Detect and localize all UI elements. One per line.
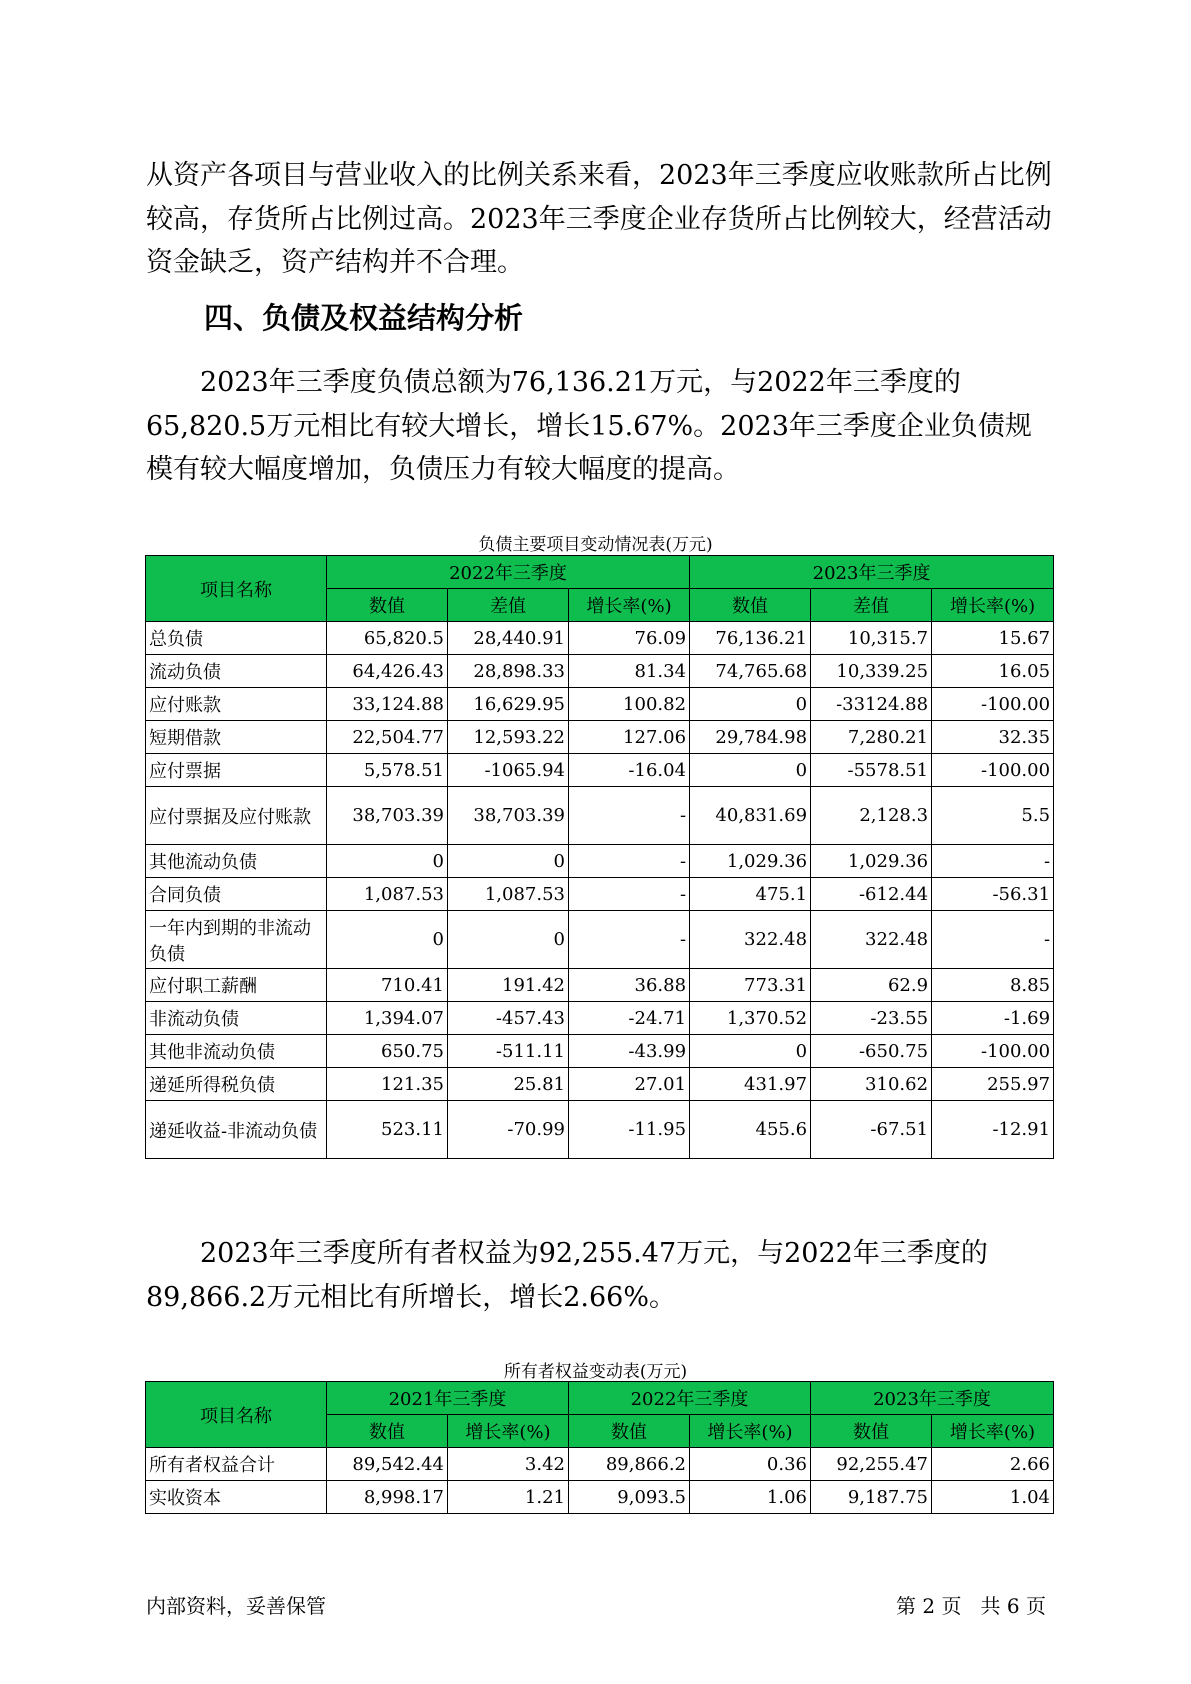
table-cell: 0.36 xyxy=(690,1448,811,1481)
table-row xyxy=(146,878,1054,911)
table-cell: -1.69 xyxy=(932,1002,1054,1035)
table-cell: 89,866.2 xyxy=(569,1448,690,1481)
table-cell: -11.95 xyxy=(569,1101,690,1159)
table-cell: 40,831.69 xyxy=(690,787,811,845)
table-cell: 1,394.07 xyxy=(327,1002,448,1035)
table-row xyxy=(146,911,1054,969)
table-cell: 74,765.68 xyxy=(690,655,811,688)
table-cell: 475.1 xyxy=(690,878,811,911)
table-cell: 89,542.44 xyxy=(327,1448,448,1481)
table-cell: 0 xyxy=(448,911,569,969)
table-cell: 455.6 xyxy=(690,1101,811,1159)
value-header: 数值 xyxy=(690,589,811,622)
table-cell: 523.11 xyxy=(327,1101,448,1159)
table-cell: 431.97 xyxy=(690,1068,811,1101)
table-cell: 10,339.25 xyxy=(811,655,932,688)
table-cell: 0 xyxy=(690,754,811,787)
table-cell: -23.55 xyxy=(811,1002,932,1035)
table-row xyxy=(146,721,1054,754)
footer-page-number: 第 2 页 共 6 页 xyxy=(896,1594,1046,1618)
rate-header: 增长率(%) xyxy=(569,589,690,622)
table-cell: 22,504.77 xyxy=(327,721,448,754)
table-cell: - xyxy=(932,911,1054,969)
table-cell: 16.05 xyxy=(932,655,1054,688)
table-cell: 0 xyxy=(327,845,448,878)
table-cell: 65,820.5 xyxy=(327,622,448,655)
table-cell: -650.75 xyxy=(811,1035,932,1068)
table-cell: 3.42 xyxy=(448,1448,569,1481)
table-cell: 1,087.53 xyxy=(327,878,448,911)
table-cell: 1.06 xyxy=(690,1481,811,1514)
equity-table-caption: 所有者权益变动表(万元) xyxy=(503,1362,688,1382)
table-cell: 1,087.53 xyxy=(448,878,569,911)
table-cell: - xyxy=(569,878,690,911)
row-item-name: 递延收益-非流动负债 xyxy=(146,1101,327,1159)
table-cell: - xyxy=(569,787,690,845)
row-item-name: 流动负债 xyxy=(146,655,327,688)
row-item-name: 其他非流动负债 xyxy=(146,1035,327,1068)
row-item-name: 总负债 xyxy=(146,622,327,655)
period-2022-header: 2022年三季度 xyxy=(569,1382,811,1415)
period-2023-header: 2023年三季度 xyxy=(690,556,1054,589)
rate-header: 增长率(%) xyxy=(448,1415,569,1448)
row-item-name: 一年内到期的非流动负债 xyxy=(146,911,327,969)
rate-header: 增长率(%) xyxy=(690,1415,811,1448)
liability-table-caption: 负债主要项目变动情况表(万元) xyxy=(478,535,713,555)
value-header: 数值 xyxy=(569,1415,690,1448)
table-cell: 38,703.39 xyxy=(448,787,569,845)
table-cell: 29,784.98 xyxy=(690,721,811,754)
table-cell: 5,578.51 xyxy=(327,754,448,787)
table-cell: 127.06 xyxy=(569,721,690,754)
table-cell: 76,136.21 xyxy=(690,622,811,655)
table-cell: 12,593.22 xyxy=(448,721,569,754)
table-cell: - xyxy=(569,845,690,878)
table-cell: - xyxy=(932,845,1054,878)
table-row xyxy=(146,655,1054,688)
period-2023-header: 2023年三季度 xyxy=(811,1382,1054,1415)
table-cell: 25.81 xyxy=(448,1068,569,1101)
row-item-name: 所有者权益合计 xyxy=(146,1448,327,1481)
table-cell: -457.43 xyxy=(448,1002,569,1035)
intro-paragraph: 从资产各项目与营业收入的比例关系来看，2023年三季度应收账款所占比例较高，存货所占比例过高。2023年三季度企业存货所占比例较大，经营活动资金缺乏，资产结构并不合理。 xyxy=(146,160,1052,278)
value-header: 数值 xyxy=(327,589,448,622)
table-row xyxy=(146,622,1054,655)
table-cell: 8,998.17 xyxy=(327,1481,448,1514)
table-cell: -100.00 xyxy=(932,688,1054,721)
table-row xyxy=(146,845,1054,878)
table-cell: -100.00 xyxy=(932,1035,1054,1068)
table-cell: -511.11 xyxy=(448,1035,569,1068)
table-cell: 33,124.88 xyxy=(327,688,448,721)
table-cell: 1.21 xyxy=(448,1481,569,1514)
table-row xyxy=(146,1002,1054,1035)
table-cell: 191.42 xyxy=(448,969,569,1002)
table-cell: 81.34 xyxy=(569,655,690,688)
table-cell: 92,255.47 xyxy=(811,1448,932,1481)
value-header: 数值 xyxy=(327,1415,448,1448)
table-cell: 5.5 xyxy=(932,787,1054,845)
table-cell: 0 xyxy=(448,845,569,878)
rate-header: 增长率(%) xyxy=(932,589,1054,622)
row-item-name: 应付票据及应付账款 xyxy=(146,787,327,845)
row-item-name: 合同负债 xyxy=(146,878,327,911)
table-cell: -16.04 xyxy=(569,754,690,787)
table-cell: 2.66 xyxy=(932,1448,1054,1481)
liability-paragraph: 2023年三季度负债总额为76,136.21万元，与2022年三季度的65,820.5万元相比有较大增长，增长15.67%。2023年三季度企业负债规模有较大幅度增加，负债压力有较大幅度的提高。 xyxy=(146,367,1032,485)
row-item-name: 应付账款 xyxy=(146,688,327,721)
table-cell: 10,315.7 xyxy=(811,622,932,655)
table-cell: 1,370.52 xyxy=(690,1002,811,1035)
section-heading: 四、负债及权益结构分析 xyxy=(204,301,524,335)
equity-table xyxy=(145,1381,1054,1514)
table-cell: -33124.88 xyxy=(811,688,932,721)
table-row xyxy=(146,787,1054,845)
item-name-header: 项目名称 xyxy=(146,1382,327,1448)
table-cell: - xyxy=(569,911,690,969)
table-cell: 100.82 xyxy=(569,688,690,721)
row-item-name: 应付职工薪酬 xyxy=(146,969,327,1002)
table-row xyxy=(146,1481,1054,1514)
table-cell: 0 xyxy=(690,688,811,721)
table-row xyxy=(146,969,1054,1002)
table-cell: 32.35 xyxy=(932,721,1054,754)
period-2022-header: 2022年三季度 xyxy=(327,556,690,589)
table-cell: -100.00 xyxy=(932,754,1054,787)
row-item-name: 递延所得税负债 xyxy=(146,1068,327,1101)
table-cell: 1,029.36 xyxy=(811,845,932,878)
table-cell: 38,703.39 xyxy=(327,787,448,845)
table-cell: 8.85 xyxy=(932,969,1054,1002)
table-cell: 1,029.36 xyxy=(690,845,811,878)
table-row xyxy=(146,1035,1054,1068)
table-cell: 322.48 xyxy=(811,911,932,969)
diff-header: 差值 xyxy=(811,589,932,622)
equity-paragraph: 2023年三季度所有者权益为92,255.47万元，与2022年三季度的89,866.2万元相比有所增长，增长2.66%。 xyxy=(146,1238,988,1313)
table-cell: 7,280.21 xyxy=(811,721,932,754)
table-cell: 28,440.91 xyxy=(448,622,569,655)
table-cell: 650.75 xyxy=(327,1035,448,1068)
diff-header: 差值 xyxy=(448,589,569,622)
table-cell: -612.44 xyxy=(811,878,932,911)
liability-table xyxy=(145,555,1054,1159)
table-cell: 121.35 xyxy=(327,1068,448,1101)
table-cell: -12.91 xyxy=(932,1101,1054,1159)
period-2021-header: 2021年三季度 xyxy=(327,1382,569,1415)
table-cell: 0 xyxy=(327,911,448,969)
table-cell: 255.97 xyxy=(932,1068,1054,1101)
table-cell: 310.62 xyxy=(811,1068,932,1101)
row-item-name: 短期借款 xyxy=(146,721,327,754)
row-item-name: 非流动负债 xyxy=(146,1002,327,1035)
table-cell: 28,898.33 xyxy=(448,655,569,688)
row-item-name: 应付票据 xyxy=(146,754,327,787)
table-cell: 76.09 xyxy=(569,622,690,655)
table-cell: 1.04 xyxy=(932,1481,1054,1514)
table-cell: 0 xyxy=(690,1035,811,1068)
table-cell: 16,629.95 xyxy=(448,688,569,721)
footer-confidential-note: 内部资料，妥善保管 xyxy=(146,1594,326,1618)
table-row xyxy=(146,1101,1054,1159)
table-cell: 710.41 xyxy=(327,969,448,1002)
table-row xyxy=(146,688,1054,721)
table-row xyxy=(146,1068,1054,1101)
table-cell: -70.99 xyxy=(448,1101,569,1159)
table-cell: 15.67 xyxy=(932,622,1054,655)
table-cell: 9,093.5 xyxy=(569,1481,690,1514)
table-row xyxy=(146,754,1054,787)
table-cell: -24.71 xyxy=(569,1002,690,1035)
row-item-name: 其他流动负债 xyxy=(146,845,327,878)
row-item-name: 实收资本 xyxy=(146,1481,327,1514)
table-cell: 322.48 xyxy=(690,911,811,969)
table-cell: 62.9 xyxy=(811,969,932,1002)
rate-header: 增长率(%) xyxy=(932,1415,1054,1448)
table-row xyxy=(146,1448,1054,1481)
table-cell: -43.99 xyxy=(569,1035,690,1068)
table-cell: -67.51 xyxy=(811,1101,932,1159)
table-cell: -1065.94 xyxy=(448,754,569,787)
table-cell: 2,128.3 xyxy=(811,787,932,845)
item-name-header: 项目名称 xyxy=(146,556,327,622)
table-cell: 36.88 xyxy=(569,969,690,1002)
value-header: 数值 xyxy=(811,1415,932,1448)
table-cell: 64,426.43 xyxy=(327,655,448,688)
table-cell: -5578.51 xyxy=(811,754,932,787)
table-cell: -56.31 xyxy=(932,878,1054,911)
table-cell: 9,187.75 xyxy=(811,1481,932,1514)
table-cell: 27.01 xyxy=(569,1068,690,1101)
table-cell: 773.31 xyxy=(690,969,811,1002)
